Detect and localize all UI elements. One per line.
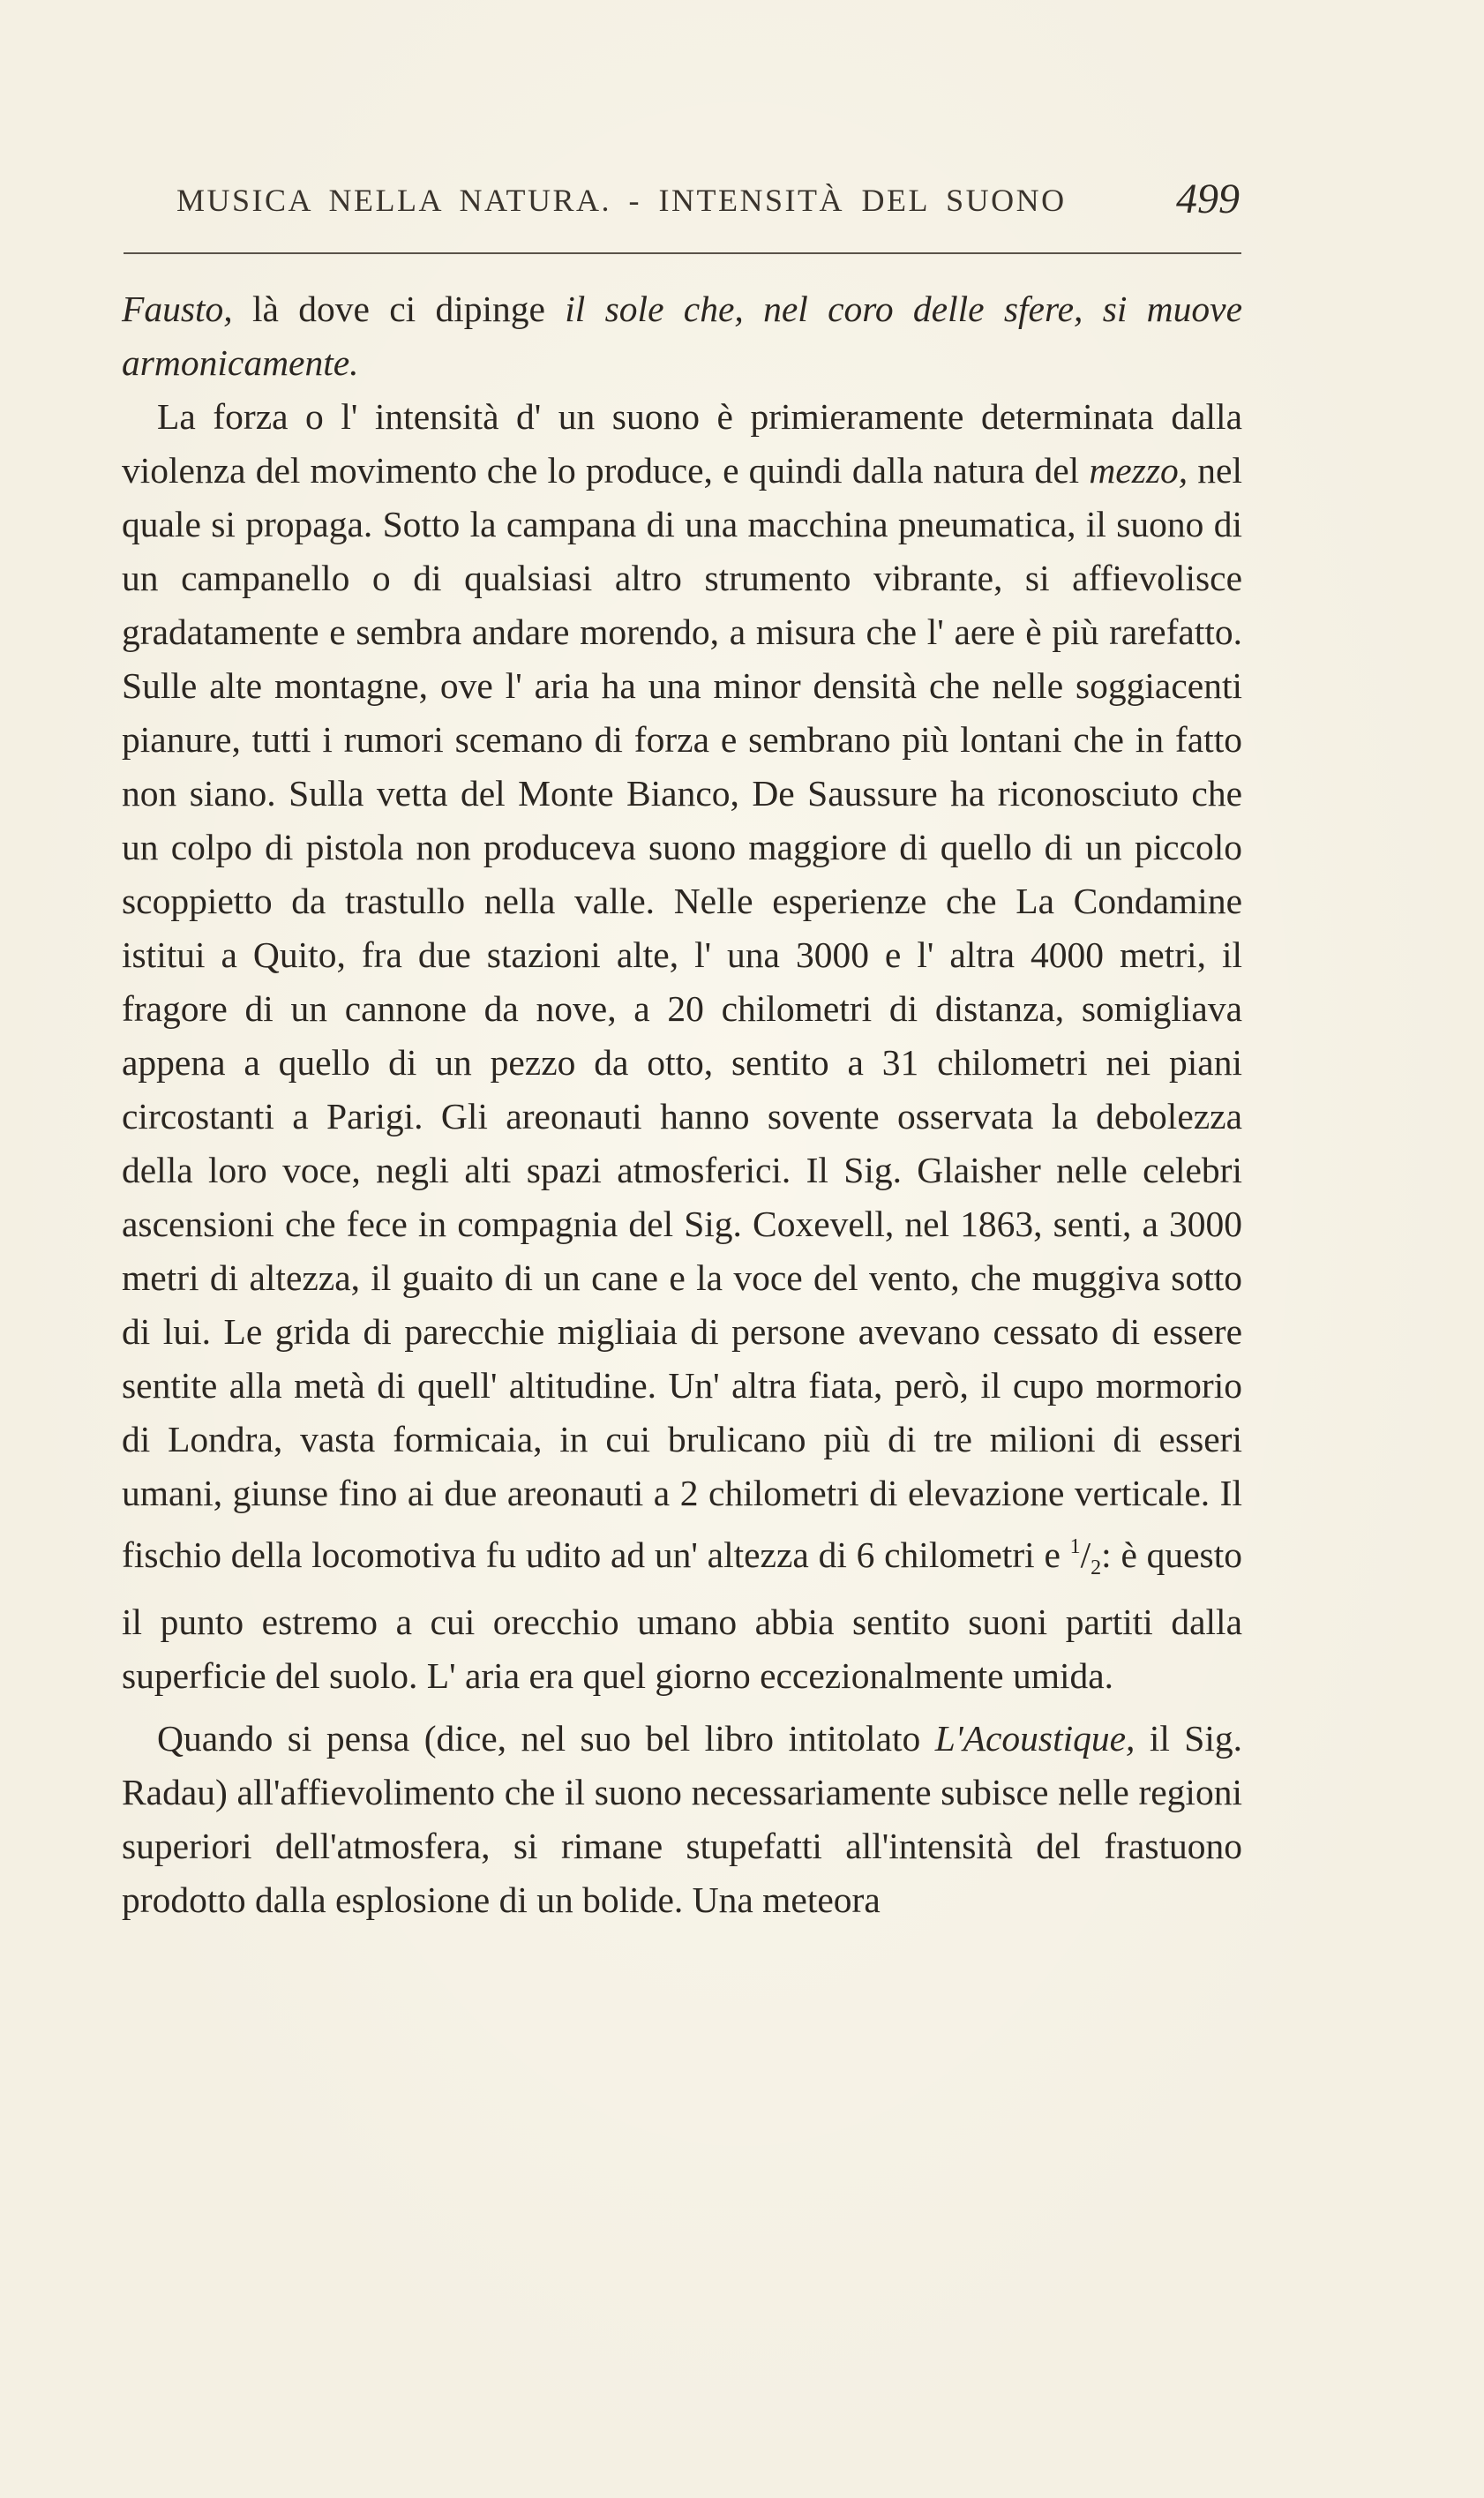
italic-text: L'Acoustique,: [934, 1718, 1135, 1759]
fraction: $^1/_2$: [1069, 1534, 1102, 1579]
running-head: MUSICA NELLA NATURA. - INTENSITÀ DEL SUONO: [176, 183, 1067, 218]
italic-text: Fausto,: [122, 289, 233, 329]
text-run: il Sig. Radau) all'affievolimento che il suono necessariamente subisce nelle regioni superiori dell'atmosfera, si rimane stupefatti all'intensità del frastuono prodotto dalla esplosione di un bolide. Una meteora: [122, 1718, 1243, 1920]
text-run: nel quale si propaga. Sotto la campana di una macchina pneumatica, il suono di un campanello o di qualsiasi altro strumento vibrante, si affievolisce gradatamente e sembra andare morendo, a misura che l' aere è più rarefatto. Sulle alte montagne, ove l' aria ha una minor densità che nelle soggiacenti pianure, tutti i rumori scemano di forza e sembrano più lontani che in fatto non siano. Sulla vetta del Monte Bianco, De Saussure ha riconosciuto che un colpo di pistola non produceva suono maggiore di quello di un piccolo scoppietto da trastullo nella valle. Nelle esperienze che La Condamine istitui a Quito, fra due stazioni alte, l' una 3000 e l' altra 4000 metri, il fragore di un cannone da nove, a 20 chilometri di distanza, somigliava appena a quello di un pezzo da otto, sentito a 31 chilometri nei piani circostanti a Parigi. Gli areonauti hanno sovente osservata la debolezza della loro voce, negli alti spazi atmosferici. Il Sig. Glaisher nelle celebri ascensioni che fece in compagnia del Sig. Coxevell, nel 1863, senti, a 3000 metri di altezza, il guaito di un cane e la voce del vento, che muggiva sotto di lui. Le grida di parecchie migliaia di persone avevano cessato di essere sentite alla metà di quell' altitudine. Un' altra fiata, però, il cupo mormorio di Londra, vasta formicaia, in cui brulicano più di tre milioni di esseri umani, giunse fino ai due areonauti a 2 chilometri di elevazione verticale. Il fischio della locomotiva fu udito ad un' altezza di 6 chilometri e: [122, 450, 1243, 1575]
header-rule: [124, 252, 1241, 254]
text-run: : è questo il punto estremo a cui orecchio umano abbia sentito suoni partiti dalla superficie del suolo. L' aria era quel giorno eccezionalmente umida.: [122, 1534, 1242, 1696]
text-run: La forza o l' intensità d' un suono è primieramente determinata dalla violenza del movimento che lo produce, e quindi dalla natura del: [122, 396, 1242, 491]
page-number: 499: [1176, 176, 1240, 222]
paragraph-2: [122, 390, 1242, 1703]
italic-text: il sole che, nel coro delle sfere, si muove armonicamente.: [122, 289, 1242, 383]
paragraph-1: [122, 282, 1242, 390]
paragraph-3: [122, 1712, 1242, 1927]
fraction-denominator: 2: [1091, 1557, 1102, 1579]
text-run: Quando si pensa (dice, nel suo bel libro intitolato: [157, 1718, 935, 1759]
text-run: là dove ci dipinge: [232, 289, 566, 329]
fraction-numerator: 1: [1069, 1535, 1081, 1558]
italic-text: mezzo,: [1089, 450, 1188, 491]
body-text: [122, 282, 1242, 1927]
page-header: [176, 175, 1240, 228]
